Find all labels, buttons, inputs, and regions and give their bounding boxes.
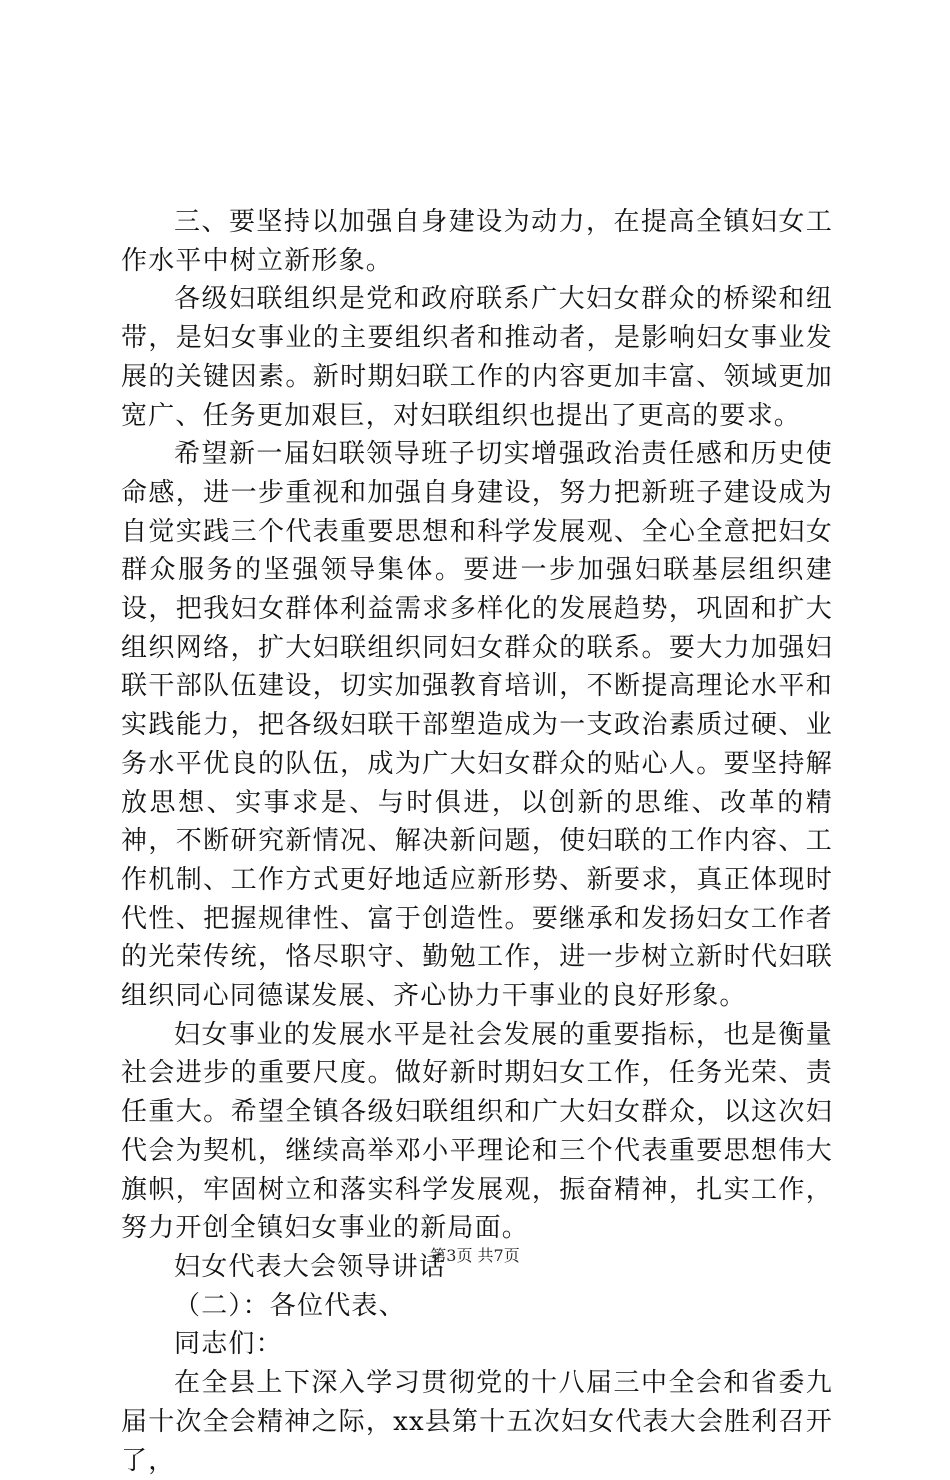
paragraph-development-level: 妇女事业的发展水平是社会发展的重要指标，也是衡量社会进步的重要尺度。做好新时期妇女工作，任务光荣、责任重大。希望全镇各级妇联组织和广大妇女群众，以这次妇代会为契机，继续高举邓小平理论和三个代表重要思想伟大旗帜，牢固树立和落实科学发展观，振奋精神，扎实工作，努力开创全镇妇女事业的新局面。 <box>121 1019 833 1244</box>
paragraph-section-heading: 三、要坚持以加强自身建设为动力，在提高全镇妇女工作水平中树立新形象。 <box>121 207 833 276</box>
paragraph-opening: 在全县上下深入学习贯彻党的十八届三中全会和省委九届十次全会精神之际，xx县第十五次妇女代表大会胜利召开了， <box>121 1368 833 1476</box>
document-body <box>121 203 833 1480</box>
paragraph-salutation-comrades: 同志们： <box>174 1329 283 1360</box>
paragraph-salutation-delegates: （二）：各位代表、 <box>174 1290 406 1321</box>
paragraph-role-of-federation: 各级妇联组织是党和政府联系广大妇女群众的桥梁和纽带，是妇女事业的主要组织者和推动者，是影响妇女事业发展的关键因素。新时期妇联工作的内容更加丰富、领域更加宽广、任务更加艰巨，对妇联组织也提出了更高的要求。 <box>121 284 833 431</box>
page-number-indicator: 第3页 共7页 <box>430 1246 520 1265</box>
paragraph-speech-title: 妇女代表大会领导讲话 <box>174 1251 447 1282</box>
paragraph-leadership-expectations: 希望新一届妇联领导班子切实增强政治责任感和历史使命感，进一步重视和加强自身建设，努力把新班子建设成为自觉实践三个代表重要思想和科学发展观、全心全意把妇女群众服务的坚强领导集体。要进一步加强妇联基层组织建设，把我妇女群体利益需求多样化的发展趋势，巩固和扩大组织网络，扩大妇联组织同妇女群众的联系。要大力加强妇联干部队伍建设，切实加强教育培训，不断提高理论水平和实践能力，把各级妇联干部塑造成为一支政治素质过硬、业务水平优良的队伍，成为广大妇女群众的贴心人。要坚持解放思想、实事求是、与时俱进，以创新的思维、改革的精神，不断研究新情况、解决新问题，使妇联的工作内容、工作机制、工作方式更好地适应新形势、新要求，真正体现时代性、把握规律性、富于创造性。要继承和发扬妇女工作者的光荣传统，恪尽职守、勤勉工作，进一步树立新时代妇联组织同心同德谋发展、齐心协力干事业的良好形象。 <box>121 439 833 1012</box>
page-footer <box>0 1245 950 1267</box>
